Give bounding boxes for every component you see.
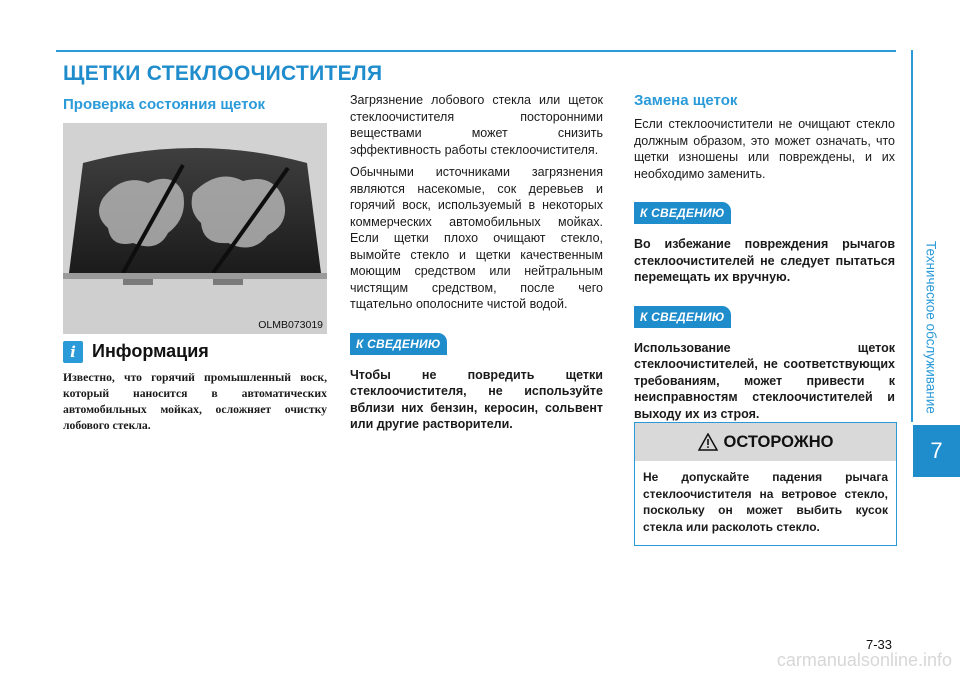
windshield-illustration xyxy=(63,123,327,334)
chapter-tab: 7 xyxy=(913,425,960,477)
warning-header xyxy=(635,423,896,461)
page-number: 7-33 xyxy=(865,637,892,652)
paragraph: Обычными источниками загрязнения являются насекомые, сок деревьев и горячий воск, используемый в некоторых коммерческих автомобильных мойках. Если щетки плохо очищают стекло, вымойте стекло и щетки качественным моющим средством или нейтральным чистящим средством, после чего тщательно ополосните чистой водой. xyxy=(350,165,603,311)
warning-triangle-icon xyxy=(698,433,718,451)
wiper-photo xyxy=(63,123,327,334)
caution-label: К СВЕДЕНИЮ xyxy=(634,306,731,328)
info-icon: i xyxy=(63,341,83,363)
caution-label: К СВЕДЕНИЮ xyxy=(634,202,731,224)
side-chapter-title: Техническое обслуживание xyxy=(923,240,939,414)
column-2 xyxy=(350,92,603,439)
info-text: Известно, что горячий промышленный воск, который наносится в автоматических автомобильных мойках, осложняет очистку лобового стекла. xyxy=(63,371,327,432)
warning-text: Не допускайте падения рычага стеклоочистителя на ветровое стекло, поскольку он может выбить кусок стекла или расколоть стекло. xyxy=(643,470,888,534)
side-rule xyxy=(911,50,913,422)
caution-label: К СВЕДЕНИЮ xyxy=(350,333,447,355)
paragraph: Загрязнение лобового стекла или щеток стеклоочистителя посторонними веществами может снизить эффективность работы стеклоочистителя. xyxy=(350,93,603,157)
warning-box xyxy=(634,422,897,546)
top-rule xyxy=(56,50,896,52)
column-3 xyxy=(634,92,895,428)
photo-code: OLMB073019 xyxy=(258,319,323,331)
info-title: Информация xyxy=(92,341,209,361)
paragraph: Если стеклоочистители не очищают стекло должным образом, это может означать, что щетки изношены или повреждены, и их необходимо заменить. xyxy=(634,117,895,181)
warning-title: ОСТОРОЖНО xyxy=(723,432,834,451)
caution-text: Чтобы не повредить щетки стеклоочистителя, не используйте вблизи них бензин, керосин, сольвент или другие растворители. xyxy=(350,367,603,431)
page-title: ЩЕТКИ СТЕКЛООЧИСТИТЕЛЯ xyxy=(63,62,383,85)
watermark: carmanualsonline.info xyxy=(776,650,952,670)
section-heading-replace: Замена щеток xyxy=(634,92,738,109)
section-heading-check: Проверка состояния щеток xyxy=(63,96,265,113)
caution-text: Использование щеток стеклоочистителей, не соответствующих требованиям, может привести к неисправностям стеклоочистителей и выходу их из строя. xyxy=(634,340,895,421)
caution-text: Во избежание повреждения рычагов стеклоочистителей не следует пытаться перемещать их вручную. xyxy=(634,237,895,284)
